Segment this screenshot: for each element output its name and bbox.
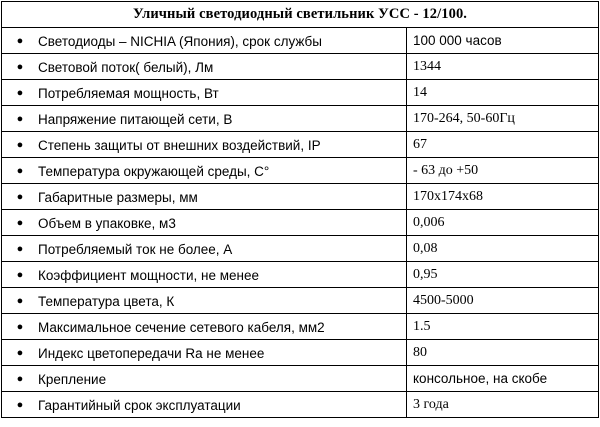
spec-parameter-label: Максимальное сечение сетевого кабеля, мм2	[38, 319, 325, 335]
spec-row	[2, 210, 599, 236]
bullet-icon: ●	[16, 138, 24, 151]
spec-value: 170-264, 50-60Гц	[407, 106, 599, 132]
spec-parameter-cell	[2, 28, 407, 54]
spec-parameter-cell	[2, 262, 407, 288]
spec-row	[2, 262, 599, 288]
spec-row	[2, 366, 599, 392]
spec-parameter-cell	[2, 392, 407, 418]
spec-value: 1344	[407, 54, 599, 80]
bullet-icon: ●	[16, 216, 24, 229]
spec-parameter-label: Крепление	[38, 371, 107, 387]
spec-parameter-label: Объем в упаковке, м3	[38, 215, 176, 231]
spec-value: 100 000 часов	[407, 28, 599, 54]
spec-parameter-cell	[2, 106, 407, 132]
spec-parameter-cell	[2, 288, 407, 314]
bullet-icon: ●	[16, 60, 24, 73]
spec-row	[2, 288, 599, 314]
spec-parameter-label: Коэффициент мощности, не менее	[38, 267, 259, 283]
title-row	[2, 2, 599, 28]
spec-parameter-label: Световой поток( белый), Лм	[38, 59, 214, 75]
spec-row	[2, 132, 599, 158]
bullet-icon: ●	[16, 242, 24, 255]
bullet-icon: ●	[16, 346, 24, 359]
spec-parameter-label: Габаритные размеры, мм	[38, 189, 198, 205]
bullet-icon: ●	[16, 164, 24, 177]
spec-row	[2, 28, 599, 54]
spec-parameter-label: Напряжение питающей сети, В	[38, 111, 233, 127]
spec-parameter-label: Потребляемая мощность, Вт	[38, 85, 219, 101]
spec-value: 14	[407, 80, 599, 106]
spec-parameter-cell	[2, 210, 407, 236]
spec-row	[2, 184, 599, 210]
spec-value: 0,08	[407, 236, 599, 262]
spec-parameter-cell	[2, 366, 407, 392]
spec-parameter-cell	[2, 54, 407, 80]
spec-value: - 63 до +50	[407, 158, 599, 184]
bullet-icon: ●	[16, 86, 24, 99]
bullet-icon: ●	[16, 112, 24, 125]
bullet-icon: ●	[16, 190, 24, 203]
spec-parameter-cell	[2, 158, 407, 184]
spec-parameter-label: Индекс цветопередачи Ra не менее	[38, 345, 265, 361]
spec-row	[2, 314, 599, 340]
bullet-icon: ●	[16, 34, 24, 47]
bullet-icon: ●	[16, 372, 24, 385]
spec-row	[2, 392, 599, 418]
spec-row	[2, 236, 599, 262]
spec-parameter-label: Степень защиты от внешних воздействий, IP	[38, 137, 321, 153]
spec-value: 67	[407, 132, 599, 158]
table-title: Уличный светодиодный светильник УСС - 12/100.	[2, 2, 599, 28]
spec-parameter-cell	[2, 184, 407, 210]
spec-value: 4500-5000	[407, 288, 599, 314]
bullet-icon: ●	[16, 398, 24, 411]
spec-parameter-label: Температура цвета, К	[38, 293, 175, 309]
bullet-icon: ●	[16, 320, 24, 333]
spec-value: 170x174x68	[407, 184, 599, 210]
spec-value: 0,95	[407, 262, 599, 288]
spec-row	[2, 158, 599, 184]
spec-parameter-label: Температура окружающей среды, С°	[38, 163, 270, 179]
bullet-icon: ●	[16, 294, 24, 307]
spec-value: 1.5	[407, 314, 599, 340]
spec-parameter-label: Потребляемый ток не более, А	[38, 241, 233, 257]
spec-row	[2, 340, 599, 366]
spec-parameter-cell	[2, 132, 407, 158]
spec-value: консольное, на скобе	[407, 366, 599, 392]
spec-parameter-cell	[2, 340, 407, 366]
bullet-icon: ●	[16, 268, 24, 281]
spec-parameter-cell	[2, 236, 407, 262]
spec-parameter-cell	[2, 80, 407, 106]
specifications-table	[1, 1, 599, 418]
spec-row	[2, 54, 599, 80]
spec-parameter-label: Светодиоды – NICHIA (Япония), срок службы	[38, 33, 322, 49]
spec-value: 0,006	[407, 210, 599, 236]
spec-parameter-label: Гарантийный срок эксплуатации	[38, 397, 241, 413]
spec-row	[2, 80, 599, 106]
spec-value: 80	[407, 340, 599, 366]
specifications-table-body	[2, 2, 599, 418]
spec-value: 3 года	[407, 392, 599, 418]
spec-parameter-cell	[2, 314, 407, 340]
spec-row	[2, 106, 599, 132]
